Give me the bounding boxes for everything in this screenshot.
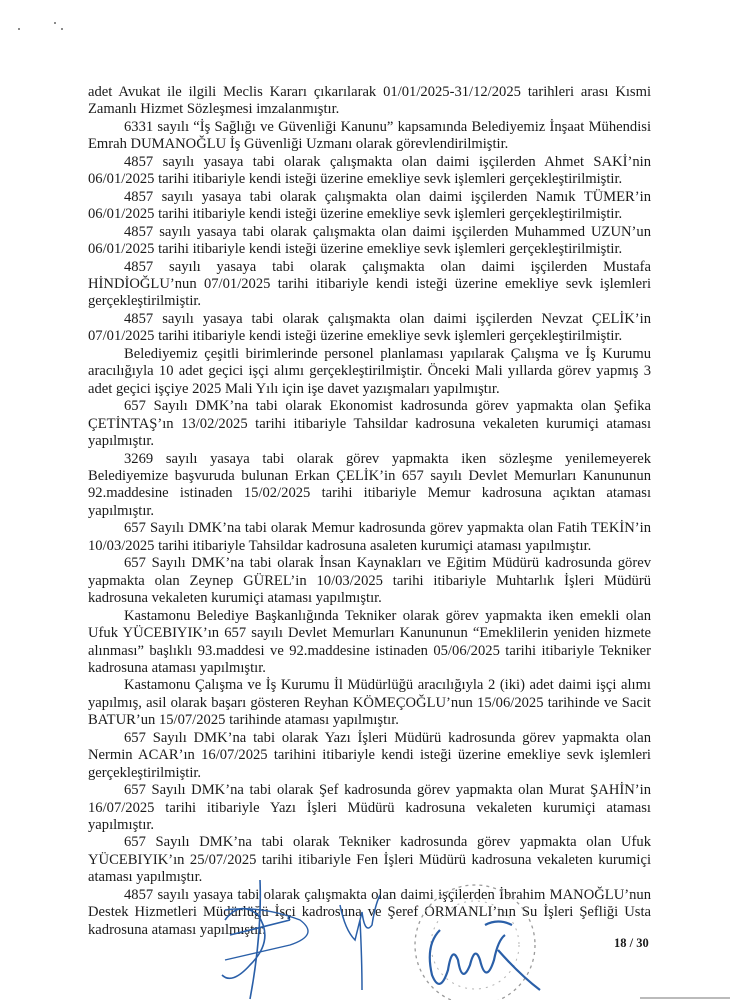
page-number: 18 / 30 bbox=[614, 936, 649, 950]
paragraph: Kastamonu Belediye Başkanlığında Tekniker olarak görev yapmakta iken emekli olan Ufuk YÜCEBIYIK’ın 657 sayılı Devlet Memurları Kanununun “Emeklilerin yeniden hizmete alınması” başlıklı 93.maddesi ve 92.maddesine istinaden 05/06/2025 tarihi itibariyle Tekniker kadrosuna ataması yapılmıştır. bbox=[88, 607, 651, 676]
paragraph: adet Avukat ile ilgili Meclis Kararı çıkarılarak 01/01/2025-31/12/2025 tarihleri arası Kısmi Zamanlı Hizmet Sözleşmesi imzalanmıştır. bbox=[88, 84, 651, 118]
paragraph: 657 Sayılı DMK’na tabi olarak Ekonomist kadrosunda görev yapmakta olan Şefika ÇETİNTAŞ’ın 13/02/2025 tarihi itibariyle Tahsildar kadrosuna vekaleten kurumiçi ataması yapılmıştır. bbox=[88, 398, 651, 450]
paragraph: 4857 sayılı yasaya tabi olarak çalışmakta olan daimi işçilerden Muhammed UZUN’un 06/01/2025 tarihi itibariyle kendi isteği üzerine emekliye sevk işlemleri gerçekleştirilmiştir. bbox=[88, 223, 651, 258]
paragraph: 4857 sayılı yasaya tabi olarak çalışmakta olan daimi işçilerden Nevzat ÇELİK’in 07/01/2025 tarihi itibariyle kendi isteği üzerine emekliye sevk işlemleri gerçekleştirilmiştir. bbox=[88, 310, 651, 345]
paragraph: 657 Sayılı DMK’na tabi olarak İnsan Kaynakları ve Eğitim Müdürü kadrosunda görev yapmakta olan Zeynep GÜREL’in 10/03/2025 tarihi itibariyle Muhtarlık İşleri Müdürü kadrosuna vekaleten kurumiçi ataması yapılmıştır. bbox=[88, 555, 651, 607]
paragraph: 4857 sayılı yasaya tabi olarak çalışmakta olan daimi işçilerden Namık TÜMER’in 06/01/2025 tarihi itibariyle kendi isteği üzerine emekliye sevk işlemleri gerçekleştirilmiştir. bbox=[88, 188, 651, 223]
scan-edge bbox=[640, 997, 730, 999]
paragraph: 657 Sayılı DMK’na tabi olarak Yazı İşleri Müdürü kadrosunda görev yapmakta olan Nermin ACAR’ın 16/07/2025 tarihini itibariyle kendi isteği üzerine emekliye sevk işlemleri gerçekleştirilmiştir. bbox=[88, 729, 651, 781]
paragraph: 4857 sayılı yasaya tabi olarak çalışmakta olan daimi işçilerden Ahmet SAKİ’nin 06/01/2025 tarihi itibariyle kendi isteği üzerine emekliye sevk işlemleri gerçekleştirilmiştir. bbox=[88, 153, 651, 188]
paragraph: 3269 sayılı yasaya tabi olarak görev yapmakta iken sözleşme yenilemeyerek Belediyemize başvuruda bulunan Erkan ÇELİK’in 657 sayılı Devlet Memurları Kanununun 92.maddesine istinaden 15/02/2025 tarihi itibariyle Memur kadrosuna açıktan ataması yapılmıştır. bbox=[88, 450, 651, 519]
signature-area bbox=[0, 880, 730, 1000]
paragraph: 4857 sayılı yasaya tabi olarak çalışmakta olan daimi işçilerden Mustafa HİNDİOĞLU’nun 07/01/2025 tarihi itibariyle kendi isteği üzerine emekliye sevk işlemleri gerçekleştirilmiştir. bbox=[88, 258, 651, 310]
paragraph: Kastamonu Çalışma ve İş Kurumu İl Müdürlüğü aracılığıyla 2 (iki) adet daimi işçi alımı yapılmış, asil olarak başarı gösteren Reyhan KÖMEÇOĞLU’nun 15/06/2025 tarihinde ve Sacit BATUR’un 15/07/2025 tarihinde ataması yapılmıştır. bbox=[88, 677, 651, 729]
paragraph: 657 Sayılı DMK’na tabi olarak Memur kadrosunda görev yapmakta olan Fatih TEKİN’in 10/03/2025 tarihi itibariyle Tahsildar kadrosuna asaleten kurumiçi ataması yapılmıştır. bbox=[88, 520, 651, 554]
speck bbox=[61, 28, 63, 30]
paragraph: 4857 sayılı yasaya tabi olarak çalışmakta olan daimi işçilerden İbrahim MANOĞLU’nun Destek Hizmetleri Müdürlüğü İşçi kadrosuna ve Şeref ORMANLI’nın Su İşleri Şefliği Usta kadrosuna ataması yapılmıştır. bbox=[88, 886, 651, 938]
paragraph: 657 Sayılı DMK’na tabi olarak Şef kadrosunda görev yapmakta olan Murat ŞAHİN’in 16/07/2025 tarihi itibariyle Yazı İşleri Müdürü kadrosuna vekaleten kurumiçi ataması yapılmıştır. bbox=[88, 782, 651, 834]
speck bbox=[54, 22, 56, 24]
paragraph: Belediyemiz çeşitli birimlerinde personel planlaması yapılarak Çalışma ve İş Kurumu aracılığıyla 10 adet geçici işçi alımı gerçekleştirilmiştir. Önceki Mali yıllarda görev yapmış 3 adet geçici işçiye 2025 Mali Yılı için işe davet yazışmaları yapılmıştır. bbox=[88, 345, 651, 397]
speck bbox=[18, 28, 20, 30]
document-body bbox=[88, 84, 651, 939]
paragraph: 6331 sayılı “İş Sağlığı ve Güvenliği Kanunu” kapsamında Belediyemiz İnşaat Mühendisi Emrah DUMANOĞLU İş Güvenliği Uzmanı olarak görevlendirilmiştir. bbox=[88, 118, 651, 153]
paragraph: 657 Sayılı DMK’na tabi olarak Tekniker kadrosunda görev yapmakta olan Ufuk YÜCEBIYIK’ın 25/07/2025 tarihi itibariyle Fen İşleri Müdürü kadrosuna vekaleten kurumiçi ataması yapılmıştır. bbox=[88, 834, 651, 886]
